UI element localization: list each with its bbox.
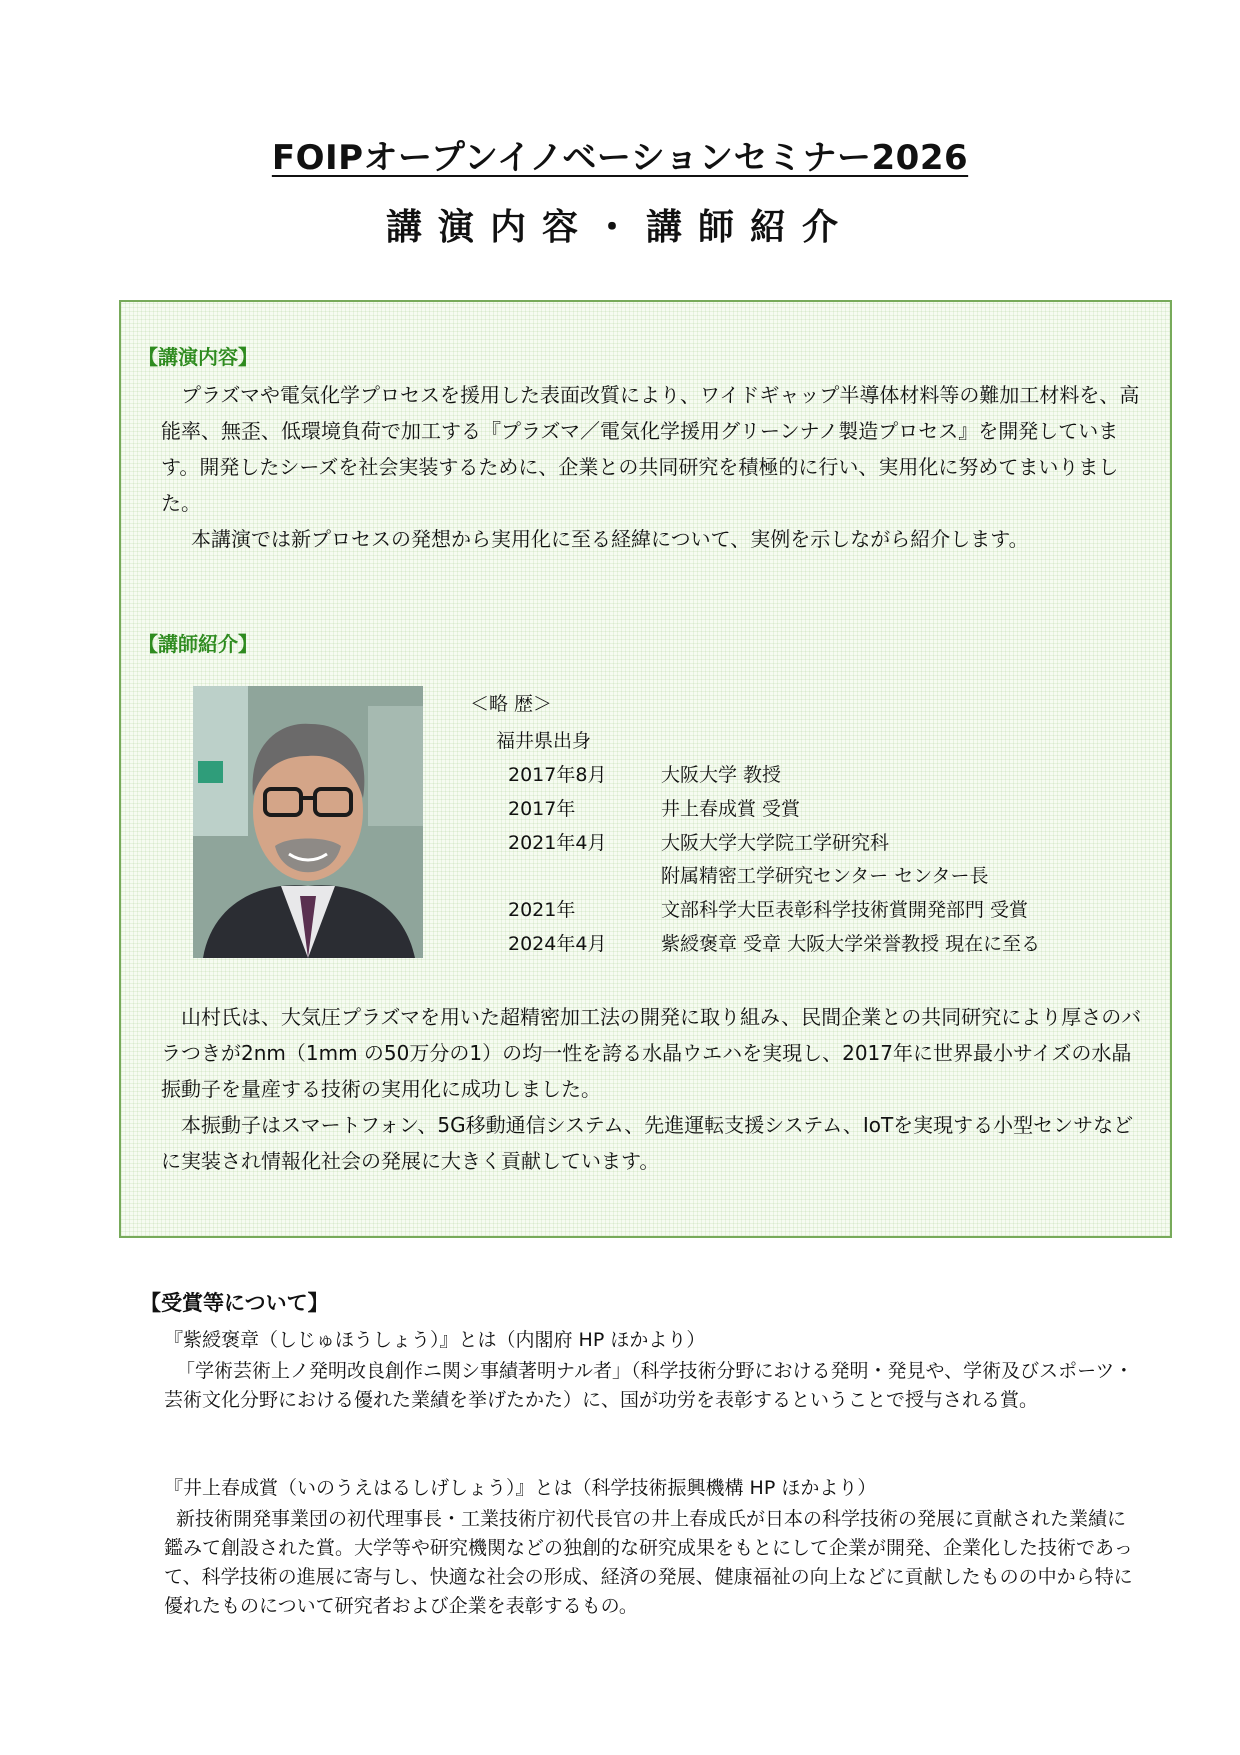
career-desc: 大阪大学 教授 [661,764,782,786]
bio-paragraph: 山村氏は、大気圧プラズマを用いた超精密加工法の開発に取り組み、民間企業との共同研究により厚さのバラつきが2nm（1mm の50万分の1）の均一性を誇る水晶ウエハを実現し、2017年に世界最小サイズの水晶振動子を量産する技術の実用化に成功しました。 [161,1005,1142,1101]
lecture-heading: 【講演内容】 [138,345,258,369]
lecture-paragraph: 本講演では新プロセスの発想から実用化に至る経緯について、実例を示しながら紹介します。 [191,527,1029,551]
career-year: 2021年 [508,899,576,921]
speaker-photo [193,686,423,958]
award-desc: 新技術開発事業団の初代理事長・工業技術庁初代長官の井上春成氏が日本の科学技術の発展に貢献された業績に鑑みて創設された賞。大学等や研究機関などの独創的な研究成果をもとにして企業が開発、企業化した技術であって、科学技術の進展に寄与し、快適な社会の形成、経済の発展、健康福祉の向上などに貢献したものの中から特に優れたものについて研究者および企業を表彰するもの。 [164,1508,1133,1617]
bio-paragraph: 本振動子はスマートフォン、5G移動通信システム、先進運転支援システム、IoTを実現する小型センサなどに実装され情報化社会の発展に大きく貢献しています。 [161,1113,1134,1173]
career-desc: 井上春成賞 受賞 [661,798,801,820]
award-title: 『井上春成賞（いのうえはるしげしょう）』とは（科学技術振興機構 HP ほかより） [164,1477,877,1499]
career-heading: ＜略 歴＞ [470,693,553,715]
awards-heading: 【受賞等について】 [140,1291,329,1315]
lecture-body [161,377,1149,557]
award-title: 『紫綬褒章（しじゅほうしょう）』とは（内閣府 HP ほかより） [164,1329,706,1351]
page-title [0,136,1240,180]
career-origin: 福井県出身 [496,730,592,752]
page-title-text: FOIPオープンイノベーションセミナー2026 [271,138,969,178]
career-year: 2024年4月 [508,933,607,955]
speaker-heading: 【講師紹介】 [138,632,258,656]
career-year: 2017年 [508,798,576,820]
career-year: 2021年4月 [508,832,607,854]
award-desc: 「学術芸術上ノ発明改良創作ニ関シ事績著明ナル者」（科学技術分野における発明・発見や、学術及びスポーツ・芸術文化分野における優れた業績を挙げたかた）に、国が功労を表彰するということで授与される賞。 [164,1360,1134,1411]
career-desc: 大阪大学大学院工学研究科 [661,832,890,854]
speaker-portrait-icon [193,686,423,958]
speaker-bio [161,999,1149,1179]
career-desc: 紫綬褒章 受章 大阪大学栄誉教授 現在に至る [661,933,1041,955]
career-desc: 文部科学大臣表彰科学技術賞開発部門 受賞 [661,899,1029,921]
lecture-paragraph: プラズマや電気化学プロセスを援用した表面改質により、ワイドギャップ半導体材料等の難加工材料を、高能率、無歪、低環境負荷で加工する『プラズマ／電気化学援用グリーンナノ製造プロセス』を開発しています。開発したシーズを社会実装するために、企業との共同研究を積極的に行い、実用化に努めてまいりました。 [161,383,1140,515]
page-subtitle: 講演内容・講師紹介 [385,207,854,248]
career-desc: 附属精密工学研究センター センター長 [661,865,989,887]
career-year: 2017年8月 [508,764,607,786]
